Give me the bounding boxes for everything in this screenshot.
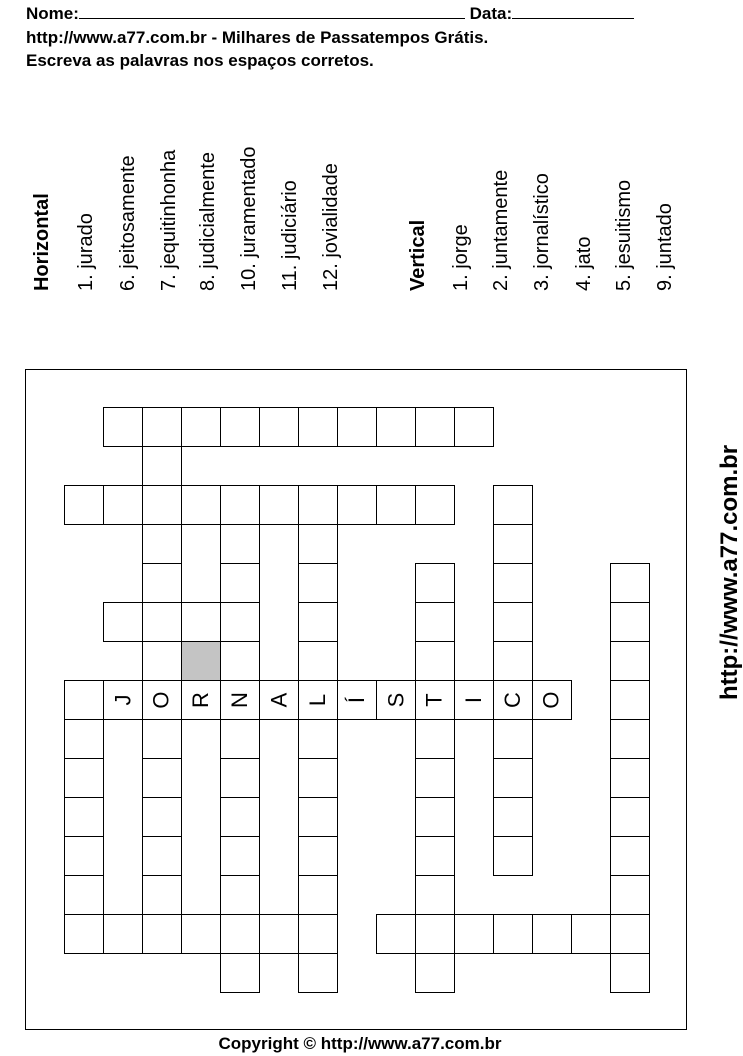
grid-cell[interactable] bbox=[259, 485, 299, 525]
grid-cell[interactable] bbox=[64, 836, 104, 876]
grid-cell[interactable] bbox=[142, 758, 182, 798]
grid-cell[interactable] bbox=[181, 914, 221, 954]
grid-letter bbox=[338, 681, 376, 719]
grid-cell[interactable] bbox=[610, 875, 650, 915]
grid-cell[interactable] bbox=[610, 953, 650, 993]
grid-cell[interactable] bbox=[337, 407, 377, 447]
grid-cell[interactable] bbox=[415, 953, 455, 993]
grid-cell[interactable] bbox=[298, 563, 338, 603]
grid-cell[interactable] bbox=[610, 719, 650, 759]
grid-cell[interactable] bbox=[298, 758, 338, 798]
horizontal-clue: 8. judicialmente bbox=[197, 152, 219, 291]
grid-letter-text: Í bbox=[344, 696, 369, 704]
grid-cell[interactable] bbox=[298, 641, 338, 681]
grid-letter-text: A bbox=[266, 692, 291, 708]
grid-cell[interactable] bbox=[454, 407, 494, 447]
date-field[interactable] bbox=[512, 3, 634, 19]
grid-cell[interactable] bbox=[298, 797, 338, 837]
vertical-title: Vertical bbox=[407, 219, 429, 291]
grid-cell[interactable] bbox=[142, 875, 182, 915]
grid-cell[interactable] bbox=[64, 875, 104, 915]
grid-cell[interactable] bbox=[220, 641, 260, 681]
grid-cell[interactable] bbox=[298, 524, 338, 564]
grid-cell[interactable] bbox=[493, 563, 533, 603]
grid-cell[interactable] bbox=[220, 836, 260, 876]
grid-cell[interactable] bbox=[259, 914, 299, 954]
grid-letter bbox=[416, 681, 454, 719]
grid-cell[interactable] bbox=[103, 602, 143, 642]
copyright: Copyright © http://www.a77.com.br bbox=[218, 1034, 502, 1053]
grid-cell[interactable] bbox=[142, 485, 182, 525]
grid-cell[interactable] bbox=[142, 407, 182, 447]
grid-cell[interactable] bbox=[610, 836, 650, 876]
horizontal-clue: 12. jovialidade bbox=[320, 163, 342, 291]
grid-letter-text: L bbox=[305, 693, 330, 707]
site-line: http://www.a77.com.br - Milhares de Passatempos Grátis. bbox=[26, 28, 489, 47]
grid-cell[interactable] bbox=[64, 719, 104, 759]
grid-letter bbox=[377, 681, 415, 719]
grid-cell[interactable] bbox=[64, 758, 104, 798]
horizontal-clue: 7. jequitinhonha bbox=[158, 149, 180, 291]
grid-cell[interactable] bbox=[376, 914, 416, 954]
grid-cell[interactable] bbox=[610, 563, 650, 603]
grid-cell[interactable] bbox=[298, 719, 338, 759]
grid-cell[interactable] bbox=[64, 485, 104, 525]
grid-cell[interactable] bbox=[103, 407, 143, 447]
grid-cell[interactable] bbox=[220, 524, 260, 564]
grid-cell[interactable] bbox=[142, 836, 182, 876]
grid-cell[interactable] bbox=[415, 563, 455, 603]
grid-cell[interactable] bbox=[415, 485, 455, 525]
grid-cell[interactable] bbox=[415, 914, 455, 954]
grid-cell[interactable] bbox=[142, 719, 182, 759]
vertical-clue: 9. juntado bbox=[654, 203, 676, 291]
grid-letter-text: O bbox=[149, 691, 174, 709]
grid-letter-text: R bbox=[187, 692, 213, 708]
grid-cell[interactable] bbox=[220, 719, 260, 759]
grid-cell[interactable] bbox=[220, 953, 260, 993]
vertical-clue: 4. jato bbox=[573, 236, 595, 291]
grid-cell[interactable] bbox=[493, 914, 533, 954]
grid-cell[interactable] bbox=[142, 914, 182, 954]
grid-cell[interactable] bbox=[220, 875, 260, 915]
grid-cell[interactable] bbox=[181, 407, 221, 447]
name-date-line bbox=[26, 3, 634, 24]
grid-cell[interactable] bbox=[610, 758, 650, 798]
grid-letter bbox=[221, 681, 259, 719]
grid-cell[interactable] bbox=[142, 563, 182, 603]
grid-cell[interactable] bbox=[493, 602, 533, 642]
vertical-clue: 1. jorge bbox=[450, 224, 472, 291]
grid-cell[interactable] bbox=[532, 914, 572, 954]
grid-letter bbox=[533, 681, 571, 719]
grid-letter bbox=[455, 681, 493, 719]
grid-cell[interactable] bbox=[415, 875, 455, 915]
date-label: Data: bbox=[469, 4, 513, 23]
instruction: Escreva as palavras nos espaços corretos. bbox=[26, 51, 374, 70]
grid-cell[interactable] bbox=[493, 758, 533, 798]
grid-cell[interactable] bbox=[415, 641, 455, 681]
name-field[interactable] bbox=[79, 3, 465, 19]
grid-letter-text: C bbox=[499, 692, 525, 708]
grid-letter-text: J bbox=[110, 694, 135, 706]
horizontal-clue: 10. juramentado bbox=[238, 146, 260, 291]
grid-letter bbox=[299, 681, 337, 719]
grid-cell[interactable] bbox=[103, 914, 143, 954]
horizontal-clue: 1. jurado bbox=[75, 213, 97, 291]
grid-cell[interactable] bbox=[415, 797, 455, 837]
horizontal-clue: 11. judiciário bbox=[279, 180, 301, 291]
grid-cell[interactable] bbox=[415, 407, 455, 447]
grid-cell[interactable] bbox=[610, 914, 650, 954]
grid-cell[interactable] bbox=[493, 719, 533, 759]
grid-cell[interactable] bbox=[259, 407, 299, 447]
grid-letter-text: I bbox=[461, 696, 486, 704]
grid-cell[interactable] bbox=[298, 953, 338, 993]
grid-cell[interactable] bbox=[415, 602, 455, 642]
grid-cell[interactable] bbox=[610, 797, 650, 837]
grid-cell[interactable] bbox=[376, 485, 416, 525]
grid-cell[interactable] bbox=[64, 914, 104, 954]
grid-letter-text: N bbox=[226, 692, 252, 708]
vertical-clue: 5. jesuitismo bbox=[613, 179, 635, 291]
grid-cell[interactable] bbox=[376, 407, 416, 447]
grid-letter bbox=[494, 681, 532, 719]
grid-cell[interactable] bbox=[142, 641, 182, 681]
grid-letter-text: S bbox=[383, 692, 408, 708]
grid-cell[interactable] bbox=[64, 680, 104, 720]
grid-cell[interactable] bbox=[220, 758, 260, 798]
grid-cell[interactable] bbox=[220, 914, 260, 954]
grid-letter-text: T bbox=[421, 693, 447, 707]
grid-cell[interactable] bbox=[142, 524, 182, 564]
grid-cell[interactable] bbox=[142, 446, 182, 486]
grid-cell[interactable] bbox=[454, 914, 494, 954]
vertical-clue: 3. jornalístico bbox=[531, 173, 553, 291]
grid-cell[interactable] bbox=[220, 563, 260, 603]
grid-cell[interactable] bbox=[493, 836, 533, 876]
grid-letter bbox=[143, 681, 181, 719]
grid-cell[interactable] bbox=[181, 485, 221, 525]
grid-cell[interactable] bbox=[298, 602, 338, 642]
grid-cell[interactable] bbox=[493, 485, 533, 525]
grid-cell[interactable] bbox=[220, 485, 260, 525]
grid-cell[interactable] bbox=[298, 914, 338, 954]
grid-cell[interactable] bbox=[220, 407, 260, 447]
grid-cell[interactable] bbox=[64, 797, 104, 837]
grid-cell[interactable] bbox=[415, 836, 455, 876]
name-label: Nome: bbox=[26, 4, 79, 23]
grid-cell[interactable] bbox=[415, 758, 455, 798]
grid-letter bbox=[260, 681, 298, 719]
grid-cell[interactable] bbox=[220, 797, 260, 837]
grid-cell[interactable] bbox=[298, 875, 338, 915]
grid-cell[interactable] bbox=[571, 914, 611, 954]
grid-cell[interactable] bbox=[337, 485, 377, 525]
vertical-clue: 2. juntamente bbox=[490, 169, 512, 291]
grid-cell[interactable] bbox=[493, 524, 533, 564]
grid-cell[interactable] bbox=[610, 680, 650, 720]
horizontal-title: Horizontal bbox=[31, 193, 53, 291]
grid-letter-text: O bbox=[539, 691, 564, 709]
grid-cell[interactable] bbox=[298, 407, 338, 447]
grid-cell[interactable] bbox=[610, 602, 650, 642]
grid-cell[interactable] bbox=[493, 641, 533, 681]
grid-cell[interactable] bbox=[181, 602, 221, 642]
grid-letter bbox=[104, 681, 142, 719]
shaded-cell[interactable] bbox=[181, 641, 221, 681]
grid-cell[interactable] bbox=[493, 797, 533, 837]
grid-cell[interactable] bbox=[415, 719, 455, 759]
horizontal-clue: 6. jeitosamente bbox=[117, 155, 139, 291]
side-url: http://www.a77.com.br bbox=[716, 444, 743, 700]
grid-cell[interactable] bbox=[610, 641, 650, 681]
grid-cell[interactable] bbox=[220, 602, 260, 642]
grid-letter bbox=[182, 681, 220, 719]
grid-cell[interactable] bbox=[298, 836, 338, 876]
grid-cell[interactable] bbox=[142, 797, 182, 837]
grid-cell[interactable] bbox=[298, 485, 338, 525]
grid-cell[interactable] bbox=[142, 602, 182, 642]
grid-cell[interactable] bbox=[103, 485, 143, 525]
